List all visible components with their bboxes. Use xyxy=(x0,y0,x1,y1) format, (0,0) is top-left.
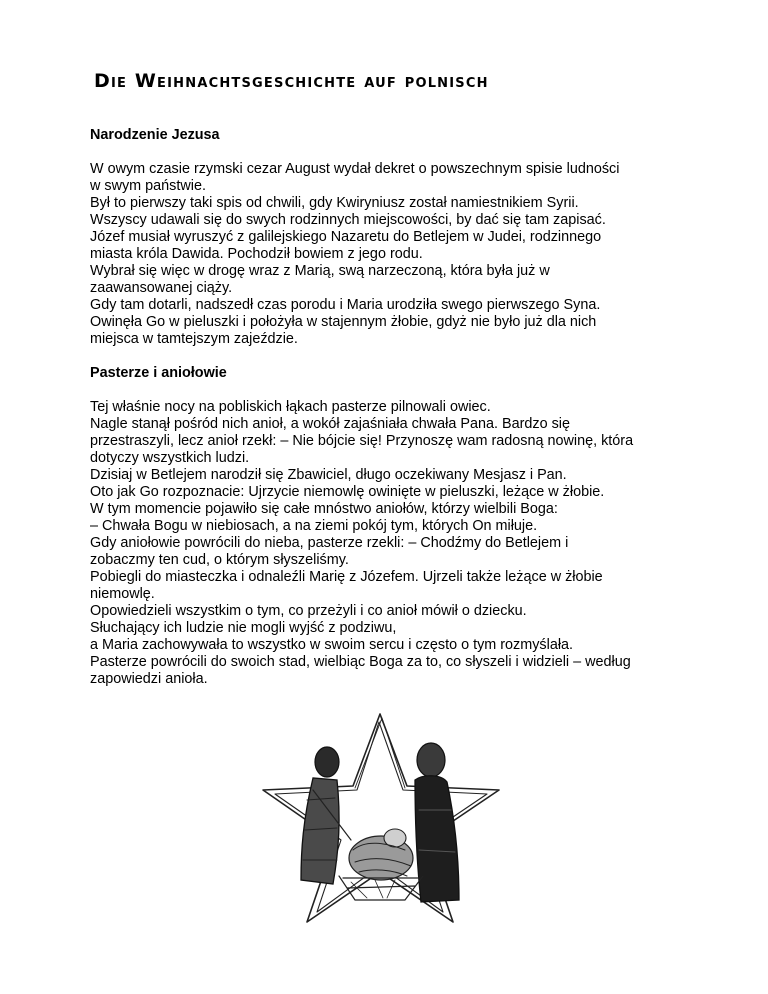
section-shepherds-text xyxy=(90,399,690,688)
text-line: Wybrał się więc w drogę wraz z Marią, swą narzeczoną, która była już w xyxy=(90,263,550,279)
text-line: zapowiedzi anioła. xyxy=(90,671,208,687)
text-line: a Maria zachowywała to wszystko w swoim sercu i często o tym rozmyślała. xyxy=(90,637,574,653)
text-line: Wszyscy udawali się do swych rodzinnych miejscowości, by dać się tam zapisać. xyxy=(90,212,606,228)
text-line: Nagle stanął pośród nich anioł, a wokół zajaśniała chwała Pana. Bardzo się xyxy=(90,416,570,432)
text-line: Opowiedzieli wszystkim o tym, co przeżyli i co anioł mówił o dziecku. xyxy=(90,603,527,619)
nativity-sketch-icon xyxy=(255,700,505,935)
text-line: Pasterze powrócili do swoich stad, wielbiąc Boga za to, co słyszeli i widzieli – według xyxy=(90,654,631,670)
text-line: Pobiegli do miasteczka i odnaleźli Marię z Józefem. Ujrzeli także leżące w żłobie xyxy=(90,569,603,585)
text-line: W tym momencie pojawiło się całe mnóstwo aniołów, którzy wielbili Boga: xyxy=(90,501,558,517)
text-line: w swym państwie. xyxy=(90,178,206,194)
text-line: Dzisiaj w Betlejem narodził się Zbawiciel, długo oczekiwany Mesjasz i Pan. xyxy=(90,467,567,483)
document-body xyxy=(90,127,690,688)
text-line: Owinęła Go w pieluszki i położyła w stajennym żłobie, gdyż nie było już dla nich xyxy=(90,314,597,330)
text-line: zaawansowanej ciąży. xyxy=(90,280,233,296)
section-birth-text xyxy=(90,161,690,348)
text-line: Gdy aniołowie powrócili do nieba, pasterze rzekli: – Chodźmy do Betlejem i xyxy=(90,535,569,551)
document-title: Die Weihnachtsgeschichte auf polnisch xyxy=(94,70,489,92)
text-line: Słuchający ich ludzie nie mogli wyjść z podziwu, xyxy=(90,620,397,636)
text-line: miasta króla Dawida. Pochodził bowiem z jego rodu. xyxy=(90,246,423,262)
text-line: zobaczmy ten cud, o którym słyszeliśmy. xyxy=(90,552,349,568)
text-line: Oto jak Go rozpoznacie: Ujrzycie niemowlę owinięte w pieluszki, leżące w żłobie. xyxy=(90,484,605,500)
text-line: Tej właśnie nocy na pobliskich łąkach pasterze pilnowali owiec. xyxy=(90,399,491,415)
text-line: Był to pierwszy taki spis od chwili, gdy Kwiryniusz został namiestnikiem Syrii. xyxy=(90,195,579,211)
text-line: Józef musiał wyruszyć z galilejskiego Nazaretu do Betlejem w Judei, rodzinnego xyxy=(90,229,602,245)
text-line: niemowlę. xyxy=(90,586,155,602)
text-line: Gdy tam dotarli, nadszedł czas porodu i Maria urodziła swego pierwszego Syna. xyxy=(90,297,601,313)
text-line: dotyczy wszystkich ludzi. xyxy=(90,450,250,466)
text-line: W owym czasie rzymski cezar August wydał dekret o powszechnym spisie ludności xyxy=(90,161,620,177)
text-line: przestraszyli, lecz anioł rzekł: – Nie bójcie się! Przynoszę wam radosną nowinę, która xyxy=(90,433,634,449)
section-heading-birth: Narodzenie Jezusa xyxy=(90,127,220,143)
nativity-illustration xyxy=(255,700,505,935)
text-line: – Chwała Bogu w niebiosach, a na ziemi pokój tym, których On miłuje. xyxy=(90,518,538,534)
text-line: miejsca w tamtejszym zajeździe. xyxy=(90,331,298,347)
section-heading-shepherds: Pasterze i aniołowie xyxy=(90,365,227,381)
